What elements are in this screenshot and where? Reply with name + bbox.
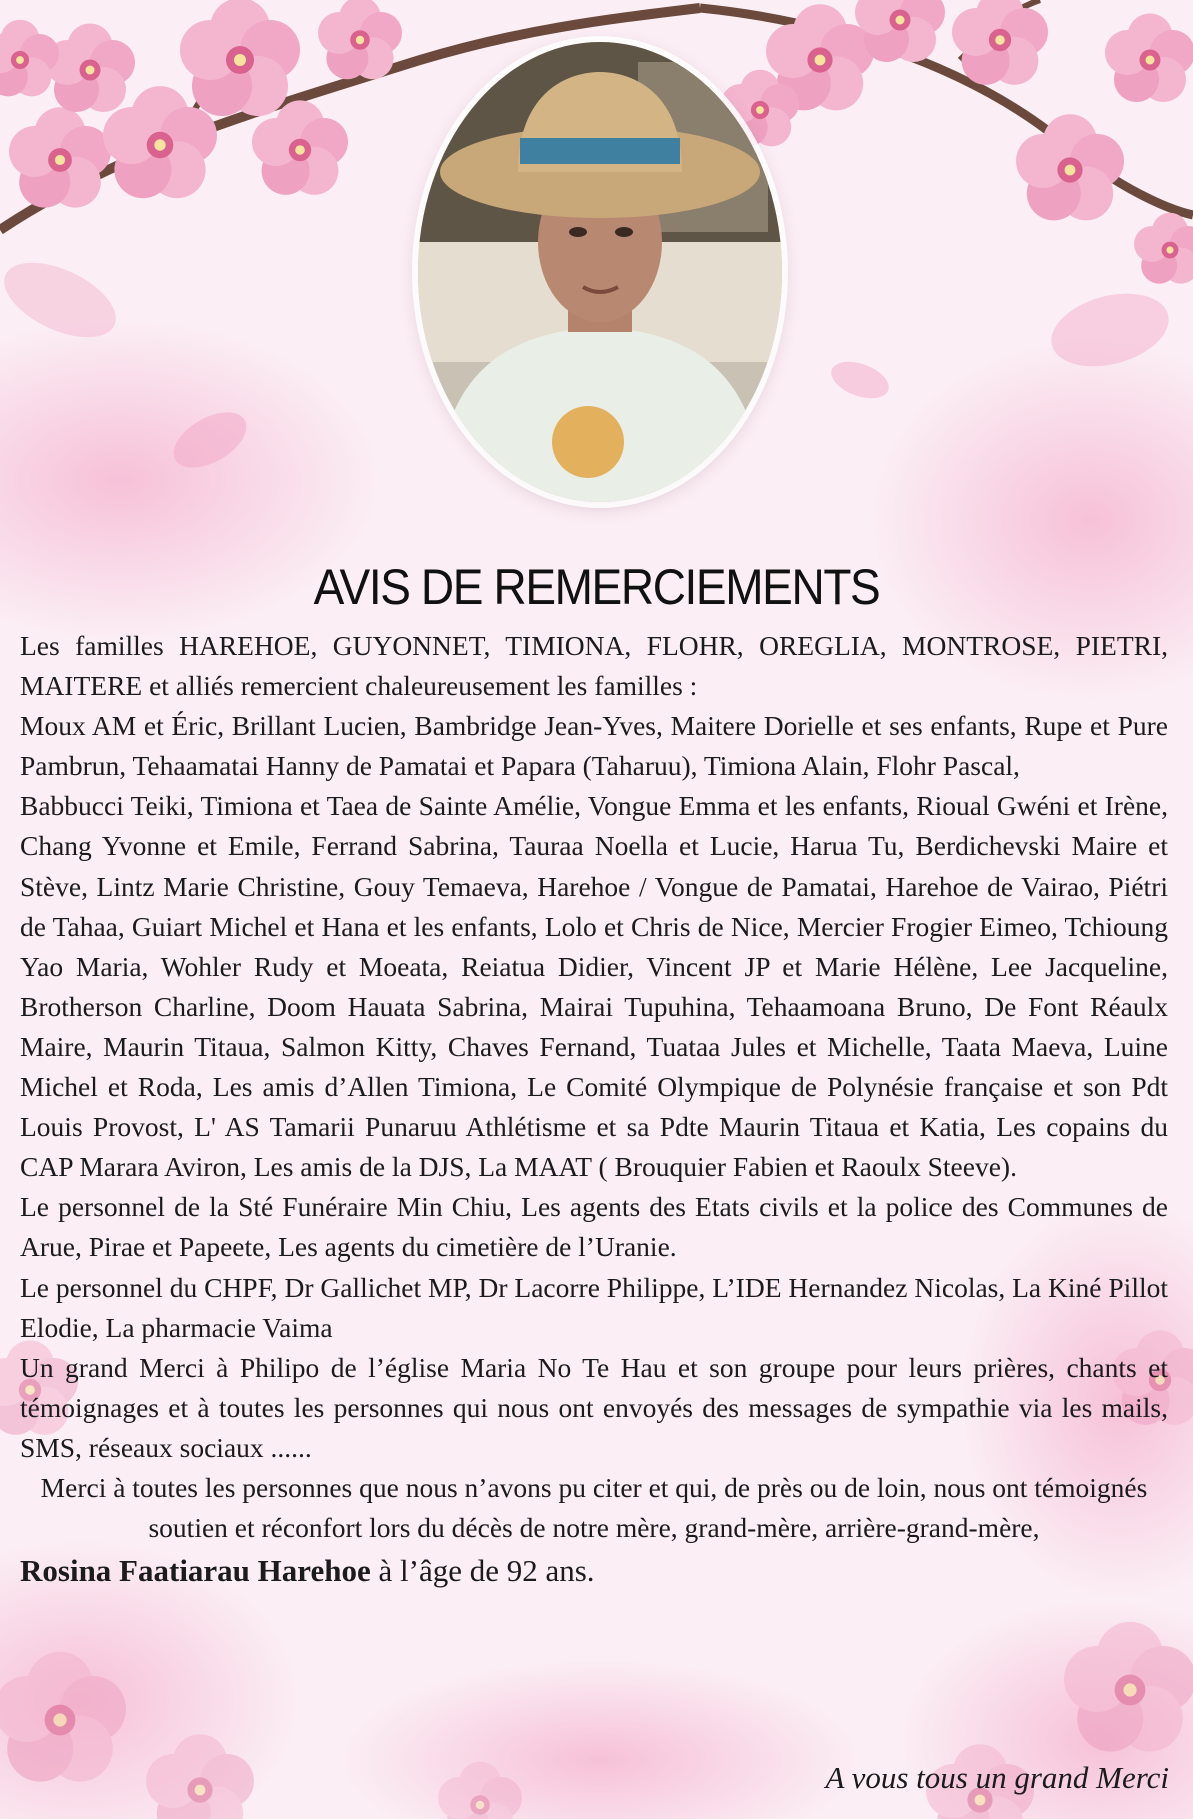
thanks-body — [20, 626, 1168, 1594]
hospital-staff-paragraph: Le personnel du CHPF, Dr Gallichet MP, Dr Lacorre Philippe, L’IDE Hernandez Nicolas, La Kiné Pillot Elodie, La pharmacie Vaima — [20, 1271, 1168, 1343]
portrait-illustration — [418, 42, 782, 502]
deceased-line — [20, 1548, 1168, 1594]
families-list-paragraph: Moux AM et Éric, Brillant Lucien, Bambridge Jean-Yves, Maitere Dorielle et ses enfants, Rupe et Pure Pambrun, Tehaamatai Hanny de Pamatai et Papara (Taharuu), Timiona Alain, Flohr Pascal, — [20, 710, 1168, 782]
deceased-name: Rosina Faatiarau Harehoe — [20, 1553, 371, 1589]
church-thanks-paragraph: Un grand Merci à Philipo de l’église Maria No Te Hau et son groupe pour leurs prières, chants et témoignages et à toutes les personnes qui nous ont envoyés des messages de sympathie via les mails, SMS, réseaux sociaux ...... — [20, 1351, 1168, 1463]
portrait-photo — [418, 42, 782, 502]
closing-signature: A vous tous un grand Merci — [825, 1760, 1169, 1795]
general-thanks-paragraph: Merci à toutes les personnes que nous n’avons pu citer et qui, de près ou de loin, nous ont témoignés soutien et réconfort lors du décès de notre mère, grand-mère, arrière-grand-mère, — [40, 1471, 1148, 1544]
page-title: AVIS DE REMERCIEMENTS — [313, 558, 880, 615]
funeral-staff-paragraph: Le personnel de la Sté Funéraire Min Chiu, Les agents des Etats civils et la police des Communes de Arue, Pirae et Papeete, Les agents du cimetière de l’Uranie. — [20, 1191, 1168, 1263]
intro-paragraph: Les familles HAREHOE, GUYONNET, TIMIONA, FLOHR, OREGLIA, MONTROSE, PIETRI, MAITERE et alliés remercient chaleureusement les familles : — [20, 630, 1168, 702]
families-list-paragraph: Babbucci Teiki, Timiona et Taea de Sainte Amélie, Vongue Emma et les enfants, Rioual Gwéni et Irène, Chang Yvonne et Emile, Ferrand Sabrina, Tauraa Noella et Lucie, Harua Tu, Berdichevski Maire et Stève, Lintz Marie Christine, Gouy Temaeva, Harehoe / Vongue de Pamatai, Harehoe de Vairao, Piétri de Tahaa, Guiart Michel et Hana et les enfants, Lolo et Chris de Nice, Mercier Frogier Eimeo, Tchioung Yao Maria, Wohler Rudy et Moeata, Reiatua Didier, Vincent JP et Marie Hélène, Lee Jacqueline, Brotherson Charline, Doom Hauata Sabrina, Mairai Tupuhina, Tehaamoana Bruno, De Font Réaulx Maire, Maurin Titaua, Salmon Kitty, Chaves Fernand, Tuataa Jules et Michelle, Taata Maeva, Luine Michel et Roda, Les amis d’Allen Timiona, Le Comité Olympique de Polynésie française et son Pdt Louis Provost, L' AS Tamarii Punaruu Athlétisme et sa Pdte Maurin Titaua et Katia, Les copains du CAP Marara Aviron, Les amis de la DJS, La MAAT ( Brouquier Fabien et Raoulx Steeve). — [20, 790, 1168, 1183]
deceased-age: à l’âge de 92 ans. — [378, 1553, 595, 1589]
